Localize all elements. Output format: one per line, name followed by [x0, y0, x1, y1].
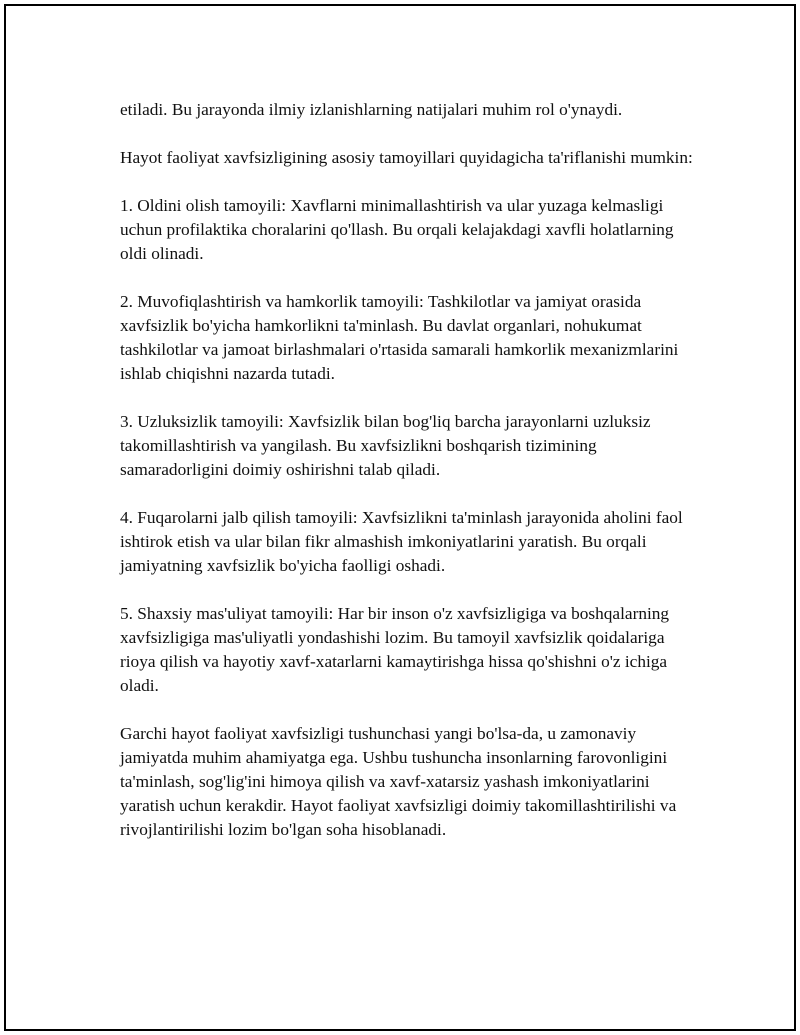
document-body: [120, 98, 700, 866]
paragraph-principle-3: 3. Uzluksizlik tamoyili: Xavfsizlik bilan bog'liq barcha jarayonlarni uzluksiz takomillashtirish va yangilash. Bu xavfsizlikni boshqarish tizimining samaradorligini doimiy oshirishni talab qiladi.: [120, 412, 651, 479]
paragraph-conclusion: Garchi hayot faoliyat xavfsizligi tushunchasi yangi bo'lsa-da, u zamonaviy jamiyatda muhim ahamiyatga ega. Ushbu tushuncha insonlarning farovonligini ta'minlash, sog'lig'ini himoya qilish va xavf-xatarsiz yashash imkoniyatlarini yaratish uchun kerakdir. Hayot faoliyat xavfsizligi doimiy takomillashtirilishi va rivojlantirilishi lozim bo'lgan soha hisoblanadi.: [120, 724, 677, 839]
paragraph-continuation: etiladi. Bu jarayonda ilmiy izlanishlarning natijalari muhim rol o'ynaydi.: [120, 100, 623, 119]
page-frame: [4, 4, 796, 1031]
paragraph-principle-1: 1. Oldini olish tamoyili: Xavflarni minimallashtirish va ular yuzaga kelmasligi uchun profilaktika choralarini qo'llash. Bu orqali kelajakdagi xavfli holatlarning oldi olinadi.: [120, 196, 674, 263]
paragraph-principle-2: 2. Muvofiqlashtirish va hamkorlik tamoyili: Tashkilotlar va jamiyat orasida xavfsizlik bo'yicha hamkorlikni ta'minlash. Bu davlat organlari, nohukumat tashkilotlar va jamoat birlashmalari o'rtasida samarali hamkorlik mexanizmlarini ishlab chiqishni nazarda tutadi.: [120, 292, 679, 383]
paragraph-principle-4: 4. Fuqarolarni jalb qilish tamoyili: Xavfsizlikni ta'minlash jarayonida aholini faol ishtirok etish va ular bilan fikr almashish imkoniyatlarini yaratish. Bu orqali jamiyatning xavfsizlik bo'yicha faolligi oshadi.: [120, 508, 683, 575]
paragraph-principle-5: 5. Shaxsiy mas'uliyat tamoyili: Har bir inson o'z xavfsizligiga va boshqalarning xavfsizligiga mas'uliyatli yondashishi lozim. Bu tamoyil xavfsizlik qoidalariga rioya qilish va hayotiy xavf-xatarlarni kamaytirishga hissa qo'shishni o'z ichiga oladi.: [120, 604, 670, 695]
paragraph-intro: Hayot faoliyat xavfsizligining asosiy tamoyillari quyidagicha ta'riflanishi mumkin:: [120, 148, 693, 167]
